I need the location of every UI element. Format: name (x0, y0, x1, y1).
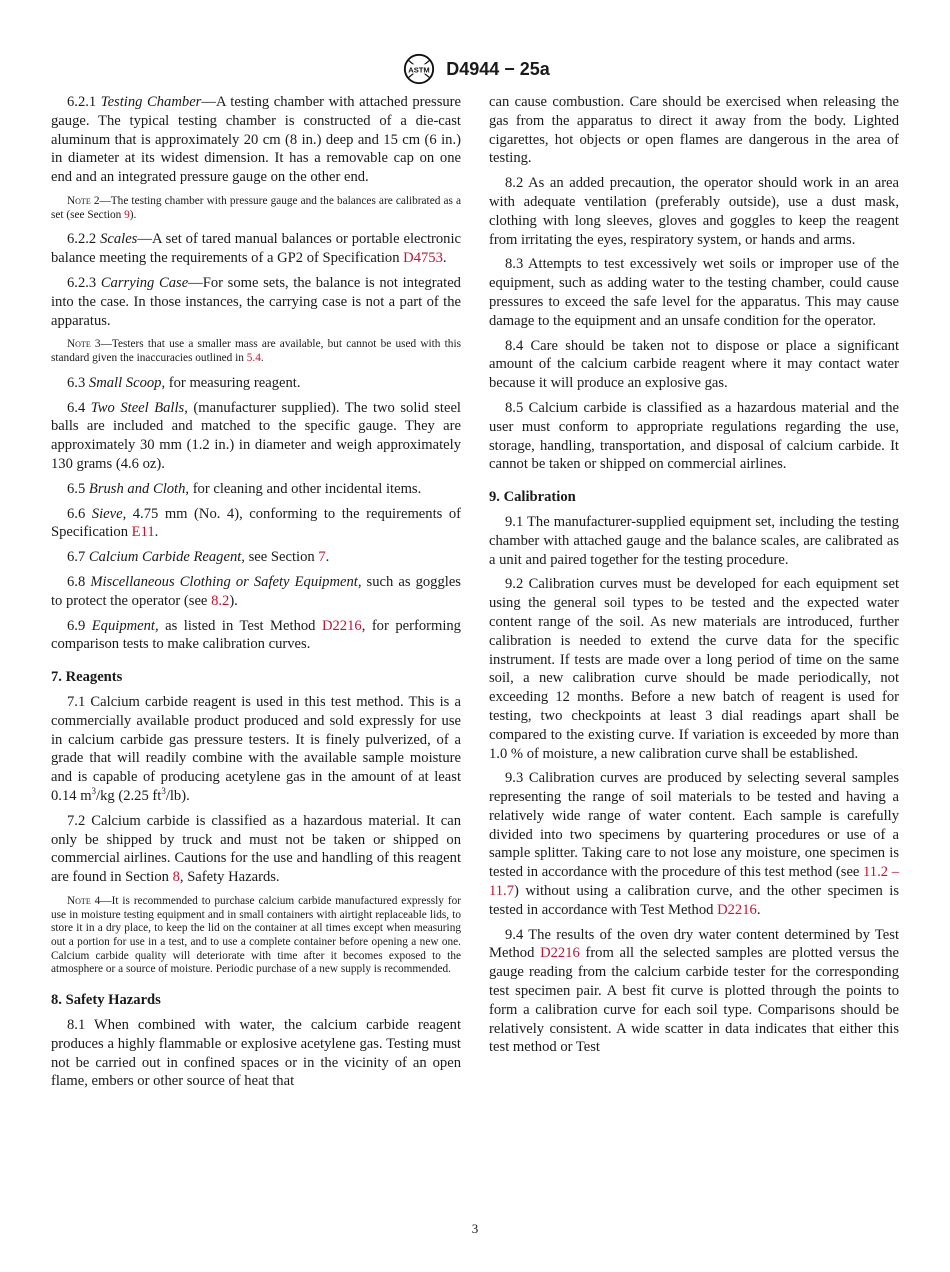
para-9-2: 9.2 Calibration curves must be developed for each equipment set using the general soil types to be tested and the expected water content range of the soil. As new materials are introduced, further calibration is needed to extend the curve data for the specific instrument. If tests are made over a long period of time on the same soil, a new calibration curve should be made periodically, not exceeding 12 months. Before a new batch of reagent is used for testing, two checkpoints at least 3 dial readings apart shall be compared to the existing curve. If variation is exceeded by more than 1.0 % of moisture, a new calibration curve shall be established. (489, 576, 899, 762)
para-6-2-1: 6.2.1 Testing Chamber—A testing chamber with attached pressure gauge. The typical testing chamber is constructed of a die-cast aluminum that is approximately 20 cm (8 in.) deep and 15 cm (6 in.) in diameter at its widest dimension. It has a removable cap on one end and an integrated pressure gauge on the other end. (51, 94, 462, 186)
para-6-5: 6.5 Brush and Cloth, for cleaning and other incidental items. (67, 480, 422, 497)
para-6-4: 6.4 Two Steel Balls, (manufacturer supplied). The two solid steel balls are included and matched to the specific gauge. They are approximately 30 mm (1.2 in.) in diameter and weigh approximately 130 grams (4.6 oz). (51, 399, 461, 472)
note-4: Note 4—It is recommended to purchase calcium carbide manufactured expressly for use in moisture testing equipment and in small containers with airtight replaceable lids, to store it in a dry place, to keep the lid on the container at all times except when measuring out a portion for use in a test, and to use a complete container before opening a new one. Calcium carbide quality will deteriorate with time after it becomes exposed to the atmosphere or a source of moisture. Periodic purchase of a new supply is recommended. (51, 894, 461, 976)
para-8-3: 8.3 Attempts to test excessively wet soils or improper use of the equipment, such as adding water to the testing chamber, could cause pressures to exceed the safe level for the apparatus. This may cause damage to the equipment and an unsafe condition for the operator. (489, 256, 899, 329)
ref-link[interactable]: 9 (124, 208, 130, 221)
ref-link[interactable]: E11 (131, 524, 155, 541)
document-designation: D4944 − 25a (446, 58, 550, 79)
ref-link[interactable]: D2216 (717, 901, 757, 918)
ref-link[interactable]: 5.4 (246, 352, 261, 365)
astm-logo-icon (400, 52, 438, 86)
para-6-9: 6.9 Equipment, as listed in Test Method D2216, for performing comparison tests to make calibration curves. (51, 617, 461, 653)
ref-link[interactable]: D2216 (321, 617, 362, 634)
para-6-6: 6.6 Sieve, 4.75 mm (No. 4), conforming to the requirements of Specification E11. (51, 505, 461, 541)
para-6-7: 6.7 Calcium Carbide Reagent, see Section 7. (67, 549, 330, 566)
para-6-2-3: 6.2.3 Carrying Case—For some sets, the balance is not integrated into the case. In those instances, the carrying case is not a part of the apparatus. (51, 274, 461, 329)
page-header (0, 52, 950, 86)
right-column (489, 93, 899, 1063)
ref-link[interactable]: 7 (318, 549, 326, 566)
para-7-2: 7.2 Calcium carbide is classified as a hazardous material. It can only be shipped by truck and must not be taken or shipped on commercial airlines. Cautions for the use and handling of this reagent are found in Section 8, Safety Hazards. (51, 812, 461, 886)
ref-link[interactable]: D4753 (403, 250, 443, 267)
section-heading-reagents: 7. Reagents (51, 669, 123, 686)
ref-link[interactable]: 8 (172, 869, 180, 886)
para-6-3: 6.3 Small Scoop, for measuring reagent. (67, 374, 301, 391)
para-6-2-2: 6.2.2 Scales—A set of tared manual balances or portable electronic balance meeting the requirements of a GP2 of Specification D4753. (51, 231, 461, 267)
para-8-1-continued: can cause combustion. Care should be exercised when releasing the gas from the apparatus to direct it away from the body. Lighted cigarettes, hot objects or open flames are dangerous in the area of testing. (489, 94, 899, 167)
note-2: Note 2—The testing chamber with pressure gauge and the balances are calibrated as a set (see Section 9). (51, 194, 461, 221)
ref-link[interactable]: 11.2 – 11.7 (489, 864, 899, 900)
note-3: Note 3—Testers that use a smaller mass are available, but cannot be used with this standard given the inaccuracies outlined in 5.4. (51, 338, 461, 365)
para-6-8: 6.8 Miscellaneous Clothing or Safety Equipment, such as goggles to protect the operator (see 8.2). (51, 573, 461, 609)
ref-link[interactable]: D2216 (540, 945, 580, 962)
para-9-4: 9.4 The results of the oven dry water content determined by Test Method D2216 from all the selected samples are plotted versus the gauge reading from the calcium carbide tester for the corresponding test specimen pair. A best fit curve is plotted through the points to form a calibration curve for each soil type. Comparisons should be relatively consistent. A wide scatter in data indicates that either this test method or Test (489, 926, 899, 1056)
para-8-4: 8.4 Care should be taken not to dispose or place a significant amount of the calcium carbide reagent where it may contact water because it will produce an explosive gas. (489, 337, 899, 392)
para-8-5: 8.5 Calcium carbide is classified as a hazardous material and the user must conform to appropriate regulations regarding the use, storage, handling, transportation, and disposal of calcium carbide. It cannot be taken or shipped on commercial airlines. (489, 399, 899, 473)
para-8-1: 8.1 When combined with water, the calcium carbide reagent produces a highly flammable or explosive acetylene gas. Testing must not be carried out in confined spaces or in the vicinity of an open flame, embers or other source of heat that (51, 1016, 462, 1090)
para-9-3: 9.3 Calibration curves are produced by selecting several samples representing the range of soil materials to be tested and having a relatively wide range of water content. Each sample is carefully divided into two specimens by quartering procedures or use of a sample splitter. Taking care to not lose any moisture, one specimen is tested in accordance with the procedure of this test method (see 11.2 – 11.7) without using a calibration curve, and the other specimen is tested in accordance with Test Method D2216. (489, 770, 899, 918)
page-number: 3 (471, 1221, 479, 1236)
section-heading-safety-hazards: 8. Safety Hazards (51, 992, 161, 1009)
para-7-1: 7.1 Calcium carbide reagent is used in this test method. This is a commercially available product produced and sold expressly for use in calcium carbide gas pressure testers. It is finely pulverized, of a grade that will readily combine with the available sample moisture and is capable of producing acetylene gas in the amount of at least 0.14 $m^3/kg$ (2.25 $ft^3/lb$). (51, 693, 461, 804)
para-8-2: 8.2 As an added precaution, the operator should work in an area with adequate ventilation (preferably outside), use a dust mask, clothing with long sleeves, gloves and goggles to keep the reagent from irritating the eyes, respiratory system, or hands and arms. (489, 175, 900, 248)
section-heading-calibration: 9. Calibration (489, 489, 576, 506)
para-9-1: 9.1 The manufacturer-supplied equipment set, including the testing chamber with attached gauge and the balance scales, are calibrated as a unit and paired together for the testing procedure. (489, 513, 899, 568)
left-column (51, 93, 461, 1097)
ref-link[interactable]: 8.2 (211, 592, 230, 609)
logo-text: ASTM (408, 65, 430, 75)
